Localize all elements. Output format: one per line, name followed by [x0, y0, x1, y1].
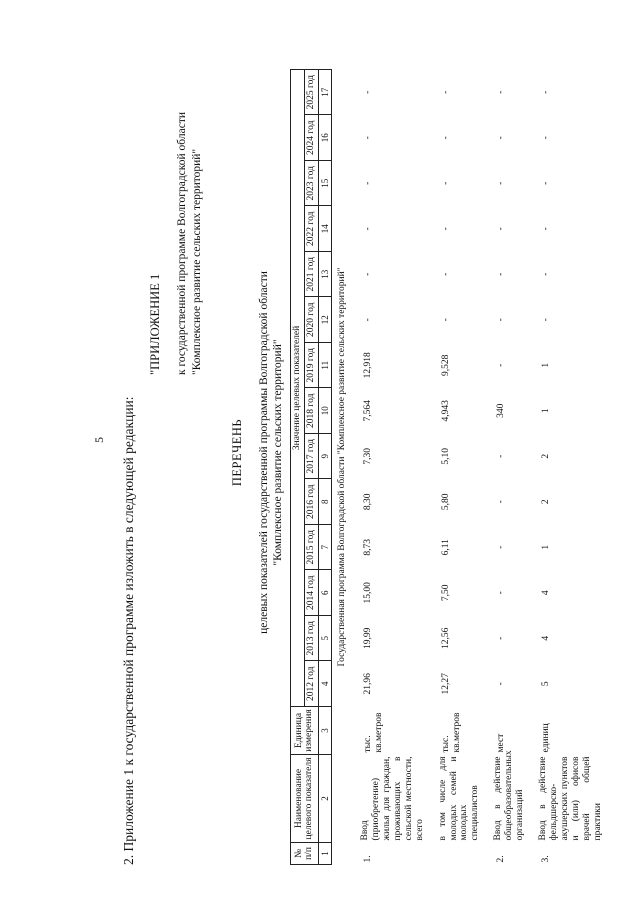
table-row	[487, 69, 532, 864]
header-year: 2014 год	[304, 570, 318, 616]
row-value: -	[496, 90, 507, 94]
row-value: -	[363, 272, 374, 276]
column-number: 2	[318, 755, 331, 843]
row-value: 15,00	[363, 582, 374, 604]
row-value: 5	[541, 681, 552, 687]
row-value: 1	[541, 362, 552, 368]
row-value: -	[496, 136, 507, 140]
column-number: 7	[318, 525, 331, 571]
row-value: -	[496, 318, 507, 322]
row-indicator-name: Ввод в действие общеобразовательных организаций	[493, 750, 526, 841]
header-year: 2025 год	[304, 69, 318, 115]
row-value: -	[440, 90, 451, 94]
row-value: -	[541, 272, 552, 276]
column-number: 1	[318, 843, 331, 865]
row-value: 4	[541, 590, 552, 596]
row-number: 2.	[496, 855, 507, 863]
row-unit: тыс. кв.метров	[363, 712, 385, 753]
appendix-line-2: "Комплексное развитие сельских территорий"	[191, 148, 203, 375]
row-value: -	[496, 500, 507, 504]
column-number: 5	[318, 616, 331, 662]
row-value: -	[496, 272, 507, 276]
row-value: -	[363, 90, 374, 94]
header-year: 2018 год	[304, 388, 318, 434]
row-value: 1	[541, 544, 552, 550]
row-value: 5,80	[440, 493, 451, 511]
header-year: 2016 год	[304, 479, 318, 525]
table-row	[532, 69, 610, 864]
column-number: 16	[318, 115, 331, 161]
row-value: 8,30	[363, 493, 374, 511]
header-year: 2015 год	[304, 525, 318, 571]
row-value: -	[496, 363, 507, 367]
table-body	[354, 69, 610, 864]
header-values: Значение целевых показателей	[291, 69, 305, 706]
header-year: 2024 год	[304, 115, 318, 161]
row-value: -	[363, 227, 374, 231]
row-number: 3.	[541, 855, 552, 863]
row-value: -	[440, 136, 451, 140]
column-number: 12	[318, 297, 331, 343]
row-value: -	[440, 227, 451, 231]
row-unit: тыс. кв.метров	[440, 712, 462, 753]
section-title: Государственная программа Волгоградской области "Комплексное развитие сельских территорий"	[332, 69, 354, 864]
document-title: ПЕРЕЧЕНЬ	[230, 418, 244, 487]
row-indicator-name: Ввод (приобретение) жилья для граждан, проживающих в сельской местности, всего	[360, 756, 425, 841]
row-value: 7,564	[363, 400, 374, 422]
row-value: -	[541, 318, 552, 322]
row-value: 5,10	[440, 447, 451, 465]
row-number: 1.	[363, 855, 374, 863]
column-number: 9	[318, 434, 331, 480]
row-value: 8,73	[363, 538, 374, 556]
row-value: 9,528	[440, 354, 451, 376]
table-row	[432, 69, 488, 864]
row-value: -	[541, 90, 552, 94]
row-unit: единиц	[541, 723, 552, 753]
header-year: 2012 год	[304, 661, 318, 707]
header-number: № п/п	[291, 843, 319, 865]
row-value: 12,56	[440, 627, 451, 649]
column-number: 6	[318, 570, 331, 616]
row-value: -	[541, 227, 552, 231]
row-value: -	[496, 591, 507, 595]
row-value: -	[440, 318, 451, 322]
row-unit: мест	[496, 733, 507, 753]
row-value: 12,27	[440, 673, 451, 695]
row-value: -	[440, 181, 451, 185]
page-number: 5	[92, 437, 106, 443]
row-value: -	[496, 682, 507, 686]
row-value: 12,918	[363, 352, 374, 379]
row-value: -	[363, 136, 374, 140]
document-subtitle-1: целевых показателей государственной программы Волгоградской области	[258, 271, 270, 634]
row-value: -	[363, 181, 374, 185]
intro-paragraph: 2. Приложение 1 к государственной программе изложить в следующей редакции:	[121, 396, 136, 865]
table-header-row	[291, 69, 305, 864]
row-value: -	[496, 545, 507, 549]
row-value: -	[541, 181, 552, 185]
target-indicators-table	[290, 69, 610, 865]
header-year: 2019 год	[304, 343, 318, 389]
document-subtitle-2: "Комплексное развитие сельских территорий"	[272, 339, 284, 566]
column-number: 14	[318, 206, 331, 252]
row-value: 2	[541, 453, 552, 459]
row-value: -	[496, 636, 507, 640]
row-value: 19,99	[363, 627, 374, 649]
row-value: -	[541, 136, 552, 140]
row-value: 1	[541, 408, 552, 414]
row-value: -	[496, 181, 507, 185]
table-row	[354, 69, 432, 864]
row-number	[432, 843, 488, 865]
column-number: 13	[318, 252, 331, 298]
column-number: 3	[318, 707, 331, 755]
row-indicator-name: в том числе для молодых семей и молодых специалистов	[437, 756, 481, 841]
row-value: 340	[496, 403, 507, 418]
column-number: 8	[318, 479, 331, 525]
row-value: 4,943	[440, 400, 451, 422]
row-value: -	[496, 454, 507, 458]
column-number: 15	[318, 161, 331, 207]
row-value: 7,50	[440, 584, 451, 602]
column-number: 4	[318, 661, 331, 707]
header-year: 2021 год	[304, 252, 318, 298]
row-value: 4	[541, 635, 552, 641]
header-year: 2013 год	[304, 616, 318, 662]
appendix-line-1: к государственной программе Волгоградской области	[176, 112, 188, 375]
header-year: 2017 год	[304, 434, 318, 480]
table-section-row	[332, 69, 354, 864]
row-value: -	[440, 272, 451, 276]
row-indicator-name: Ввод в действие фельдшерско-акушерских пунктов и (или) офисов врачей общей практики	[538, 756, 603, 841]
row-value: -	[496, 227, 507, 231]
appendix-label: "ПРИЛОЖЕНИЕ 1	[148, 273, 162, 375]
row-value: 6,11	[440, 539, 451, 556]
column-number: 17	[318, 69, 331, 115]
row-value: 21,96	[363, 673, 374, 695]
column-number: 10	[318, 388, 331, 434]
header-indicator-name: Наименование целевого показателя	[291, 755, 319, 843]
column-number: 11	[318, 343, 331, 389]
header-unit: Единица измерения	[291, 707, 319, 755]
table-column-numbers-row	[318, 69, 331, 864]
row-value: 2	[541, 499, 552, 505]
row-value: 7,30	[363, 447, 374, 465]
header-year: 2022 год	[304, 206, 318, 252]
header-year: 2020 год	[304, 297, 318, 343]
header-year: 2023 год	[304, 161, 318, 207]
row-value: -	[363, 318, 374, 322]
